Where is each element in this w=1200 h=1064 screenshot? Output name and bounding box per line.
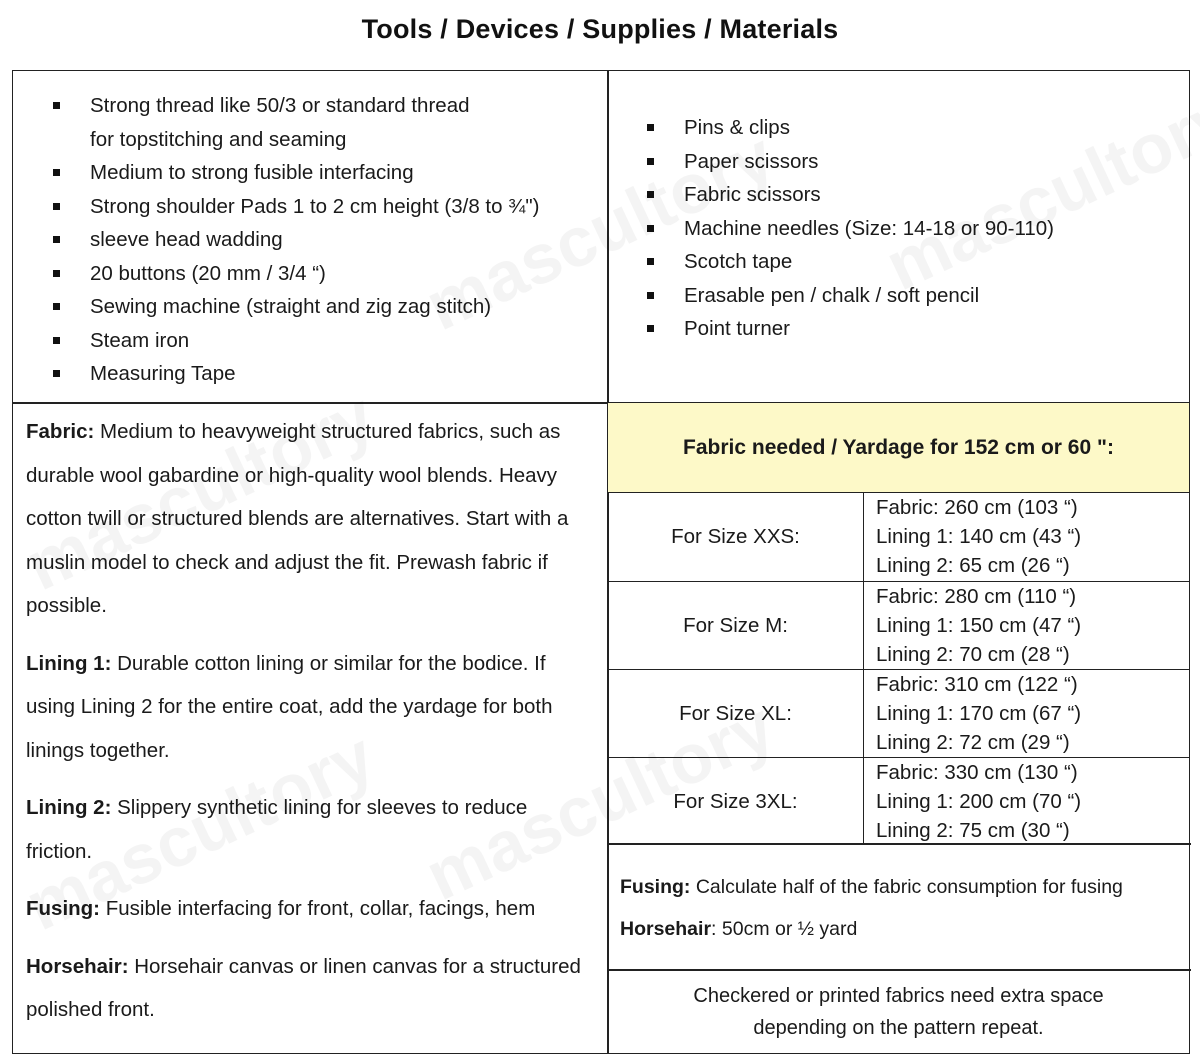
fusing-description: [26, 887, 598, 931]
horsehair-consumption: [620, 908, 1180, 950]
yardage-line: Lining 2: 75 cm (30 “): [876, 819, 1070, 842]
tool-item: Erasable pen / chalk / soft pencil: [607, 279, 1191, 313]
size-label: For Size 3XL:: [673, 789, 798, 813]
tool-item-text: for topstitching and seaming: [90, 127, 347, 151]
tool-item-text: sleeve head wadding: [90, 228, 283, 251]
yardage-line: Lining 1: 150 cm (47 “): [876, 614, 1082, 637]
tools-list-left-cell: [13, 89, 607, 391]
lining2-label: Lining 2:: [26, 796, 112, 819]
yardage-line: Lining 1: 170 cm (67 “): [876, 702, 1082, 725]
tool-item: Machine needles (Size: 14-18 or 90-110): [607, 212, 1191, 246]
fabric-text: Medium to heavyweight structured fabrics, such as durable wool gabardine or high-quality wool blends. Heavy cotton twill or structured blends are alternatives. Start with a muslin model to check and adjust the fit. Prewash fabric if possible.: [26, 420, 569, 617]
tool-item: [13, 357, 607, 391]
tool-item: [13, 190, 607, 224]
tool-item: Paper scissors: [607, 145, 1191, 179]
size-label: For Size XXS:: [671, 525, 800, 548]
size-row: [608, 669, 1189, 757]
lining1-description: [26, 642, 598, 773]
tool-item: Fabric scissors: [607, 178, 1191, 212]
tool-item: [13, 257, 607, 291]
fusing-text: Fusible interfacing for front, collar, facings, hem: [100, 897, 536, 920]
horsehair-consumption-label: Horsehair: [620, 918, 712, 940]
size-label: For Size M:: [683, 613, 788, 637]
tool-item-text: Strong thread like 50/3 or standard thread: [90, 94, 470, 117]
fabric-description: [26, 410, 598, 628]
lining2-description: [26, 786, 598, 873]
page-title: Tools / Devices / Supplies / Materials: [361, 14, 839, 44]
tool-item-text: 20 buttons (20 mm / 3/4 “): [90, 261, 326, 285]
yardage-line: Fabric: 310 cm (122 “): [876, 673, 1078, 696]
size-row: [608, 581, 1189, 669]
fusing-label: Fusing:: [26, 897, 101, 920]
consumption-notes: [620, 866, 1180, 950]
size-label: For Size XL:: [679, 701, 792, 725]
yardage-heading: Fabric needed / Yardage for 152 cm or 60 ":: [608, 403, 1189, 492]
yardage-line: Lining 2: 65 cm (26 “): [876, 554, 1070, 577]
tool-item: [13, 290, 607, 324]
tools-list-left: [13, 89, 607, 391]
fusing-consumption-label: Fusing:: [620, 876, 691, 898]
horsehair-text: Horsehair canvas or linen canvas for a structured polished front.: [26, 954, 581, 1021]
horsehair-consumption-text: : 50cm or ½ yard: [711, 918, 858, 940]
lining1-label: Lining 1:: [26, 651, 112, 675]
lining2-text: Slippery synthetic lining for sleeves to reduce friction.: [26, 796, 528, 863]
tool-item: [13, 156, 607, 190]
yardage-sizes-table: [608, 492, 1189, 845]
horsehair-label: Horsehair:: [26, 954, 129, 978]
note-line-1: Checkered or printed fabrics need extra space: [693, 985, 1104, 1007]
yardage-line: Lining 1: 200 cm (70 “): [876, 790, 1082, 813]
tool-item-text: Steam iron: [90, 328, 190, 352]
yardage-line: Fabric: 260 cm (103 “): [876, 496, 1078, 519]
lining1-text: Durable cotton lining or similar for the bodice. If using Lining 2 for the entire coat, add the yardage for both linings together.: [26, 651, 553, 762]
note-line-2: depending on the pattern repeat.: [753, 1017, 1044, 1039]
materials-table: [12, 70, 1190, 1054]
materials-description: [26, 410, 598, 1032]
tool-item: Point turner: [607, 312, 1191, 346]
yardage-line: Lining 2: 70 cm (28 “): [876, 643, 1070, 666]
size-row: [608, 757, 1189, 845]
horsehair-description: [26, 945, 598, 1032]
tool-item: [13, 324, 607, 358]
pattern-repeat-note: [608, 971, 1189, 1053]
tools-list-right-cell: [607, 111, 1191, 346]
fusing-consumption-text: Calculate half of the fabric consumption for fusing: [690, 876, 1123, 898]
tool-item: [13, 223, 607, 257]
fabric-label: Fabric:: [26, 420, 95, 443]
yardage-line: Fabric: 330 cm (130 “): [876, 761, 1078, 784]
size-yardage: [863, 670, 1081, 757]
tools-list-right: [607, 111, 1191, 346]
size-yardage: [863, 582, 1081, 669]
tool-item: [13, 89, 607, 156]
tool-item-text: Measuring Tape: [90, 362, 236, 385]
fusing-consumption: [620, 866, 1180, 908]
yardage-line: Fabric: 280 cm (110 “): [876, 585, 1077, 608]
yardage-line: Lining 1: 140 cm (43 “): [876, 525, 1082, 548]
tool-item-text: Strong shoulder Pads 1 to 2 cm height (3/8 to ¾"): [90, 194, 540, 218]
tool-item-text: Medium to strong fusible interfacing: [90, 161, 414, 184]
yardage-line: Lining 2: 72 cm (29 “): [876, 731, 1070, 754]
size-yardage: [863, 758, 1081, 845]
size-row: [608, 493, 1189, 581]
tool-item: Scotch tape: [607, 245, 1191, 279]
size-yardage: [863, 493, 1081, 581]
tool-item: Pins & clips: [607, 111, 1191, 145]
tool-item-text: Sewing machine (straight and zig zag stitch): [90, 295, 492, 318]
